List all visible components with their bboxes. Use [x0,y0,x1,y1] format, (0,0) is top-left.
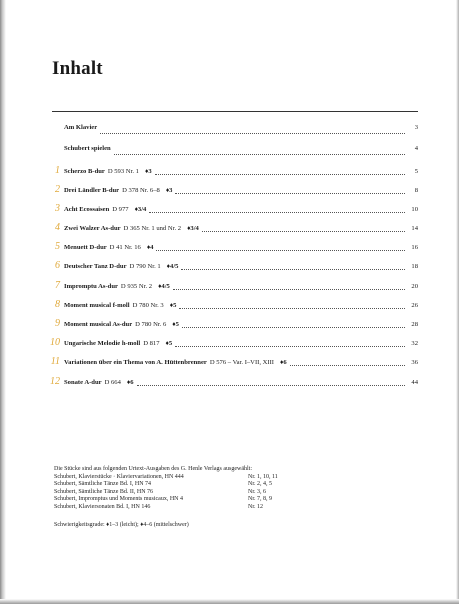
difficulty-level: ♦5 [165,340,173,347]
leader-dots [137,385,405,386]
source-edition: Schubert, Impromptus und Moments musicaux, HN 4 [54,496,183,503]
toc-number: 8 [55,299,60,310]
difficulty-level: ♦6 [279,359,287,366]
toc-row[interactable] [38,124,418,138]
toc-page: 28 [411,321,418,328]
difficulty-level: ♦4/5 [158,283,170,290]
source-row [54,481,414,489]
leader-dots [173,289,405,290]
toc-title: Moment musical f-moll [64,302,130,309]
toc-catalogue: D 365 Nr. 1 und Nr. 2 [123,225,182,232]
toc-catalogue: D 593 Nr. 1 [107,168,139,175]
toc-number: 4 [55,222,60,233]
toc-row[interactable] [38,299,418,313]
leader-dots [175,346,405,347]
source-row [54,474,414,482]
toc-page: 26 [411,302,418,309]
source-edition: Schubert, Sämtliche Tänze Bd. I, HN 74 [54,481,152,488]
source-row [54,496,414,504]
toc-number: 5 [55,241,60,252]
toc-title: Menuett D-dur [64,244,107,251]
leader-dots [156,250,405,251]
toc-number: 11 [50,356,60,367]
toc-title: Zwei Walzer As-dur [64,225,121,232]
toc-page: 14 [411,225,418,232]
leader-dots [182,327,405,328]
source-numbers: Nr. 2, 4, 5 [248,481,272,488]
difficulty-level: ♦4/5 [166,263,179,270]
toc-row[interactable] [38,356,418,370]
leader-dots [114,154,405,155]
toc-row[interactable] [38,318,418,332]
toc-row[interactable] [38,165,418,179]
toc-page: 18 [411,263,418,270]
toc-title: Deutscher Tanz D-dur [64,263,127,270]
toc-catalogue: D 378 Nr. 6–8 [122,187,160,194]
source-edition: Schubert, Klaviersonaten Bd. I, HN 146 [54,503,151,510]
toc-row[interactable] [38,376,418,390]
toc-title: Variationen über ein Thema von A. Hüttenbrenner [64,359,207,366]
toc-row[interactable] [38,145,418,159]
toc-catalogue: D 780 Nr. 3 [132,302,164,309]
toc-number: 12 [50,376,60,387]
page-edge-shadow-bottom [0,599,459,604]
toc-row[interactable] [38,184,418,198]
toc-catalogue: D 935 Nr. 2 [120,283,153,290]
toc-number: 10 [50,337,60,348]
leader-dots [179,308,405,309]
leader-dots [202,231,405,232]
toc-row[interactable] [38,241,418,255]
toc-title: Ungarische Melodie h-moll [64,340,141,347]
toc-catalogue: D 780 Nr. 6 [135,321,167,328]
source-edition: Schubert, Sämtliche Tänze Bd. II, HN 76 [54,488,154,495]
toc-title: Acht Ecossaisen [64,206,110,213]
page-edge-shadow [0,0,6,604]
toc-page: 8 [414,187,418,194]
source-edition: Schubert, Klavierstücke · Klaviervariationen, HN 444 [54,473,184,480]
toc-page: 5 [414,168,418,175]
leader-dots [290,365,405,366]
toc-row[interactable] [38,337,418,351]
toc-page: 32 [411,340,418,347]
difficulty-level: ♦3 [144,168,152,175]
toc-page: 10 [411,206,418,213]
toc-number: 9 [55,318,60,329]
page-title: Inhalt [52,58,103,79]
toc-catalogue: D 977 [112,206,129,213]
toc-catalogue: D 576 – Var. I–VII, XIII [209,359,274,366]
source-numbers: Nr. 12 [248,503,263,510]
source-row [54,504,414,512]
source-numbers: Nr. 3, 6 [248,488,266,495]
toc-catalogue: D 790 Nr. 1 [129,263,161,270]
source-numbers: Nr. 7, 8, 9 [248,496,272,503]
difficulty-level: ♦3 [165,187,173,194]
leader-dots [100,133,405,134]
toc-number: 2 [55,184,60,195]
toc-page: 20 [411,283,418,290]
source-notes [54,466,414,529]
leader-dots [149,212,405,213]
toc-title: Drei Ländler B-dur [64,187,120,194]
difficulty-level: ♦4 [146,244,154,251]
notes-intro: Die Stücke sind aus folgenden Urtext-Ausgaben des G. Henle Verlags ausgewählt: [54,466,253,472]
toc-page: 3 [414,124,418,131]
source-row [54,489,414,497]
toc-title: Impromptu As-dur [64,283,118,290]
toc-catalogue: D 664 [104,379,121,386]
toc-catalogue: D 817 [143,340,160,347]
toc-page: 16 [411,244,418,251]
toc-title: Schubert spielen [64,145,111,152]
toc-row[interactable] [38,222,418,236]
toc-title: Moment musical As-dur [64,321,133,328]
toc-page: 44 [411,379,418,386]
difficulty-level: ♦3/4 [187,225,199,232]
difficulty-level: ♦5 [172,321,179,328]
toc-page: 4 [414,145,418,152]
toc-number: 1 [55,165,60,176]
toc-row[interactable] [38,280,418,294]
difficulty-level: ♦3/4 [134,206,147,213]
toc-page: 36 [411,359,418,366]
source-numbers: Nr. 1, 10, 11 [248,473,278,480]
toc-row[interactable] [38,203,418,217]
leader-dots [175,193,405,194]
toc-title: Am Klavier [64,124,98,131]
difficulty-legend: Schwierigkeitsgrade: ♦1–3 (leicht); ♦4–6 (mittelschwer) [54,521,189,528]
toc-number: 6 [55,260,60,271]
toc-catalogue: D 41 Nr. 16 [109,244,141,251]
toc-title: Scherzo B-dur [64,168,105,175]
difficulty-level: ♦6 [126,379,134,386]
toc-title: Sonate A-dur [64,379,102,386]
toc-row[interactable] [38,260,418,274]
difficulty-level: ♦5 [169,302,177,309]
toc-number: 3 [55,203,60,214]
title-rule [52,111,418,112]
leader-dots [181,269,405,270]
leader-dots [155,174,405,175]
toc-number: 7 [55,280,60,291]
